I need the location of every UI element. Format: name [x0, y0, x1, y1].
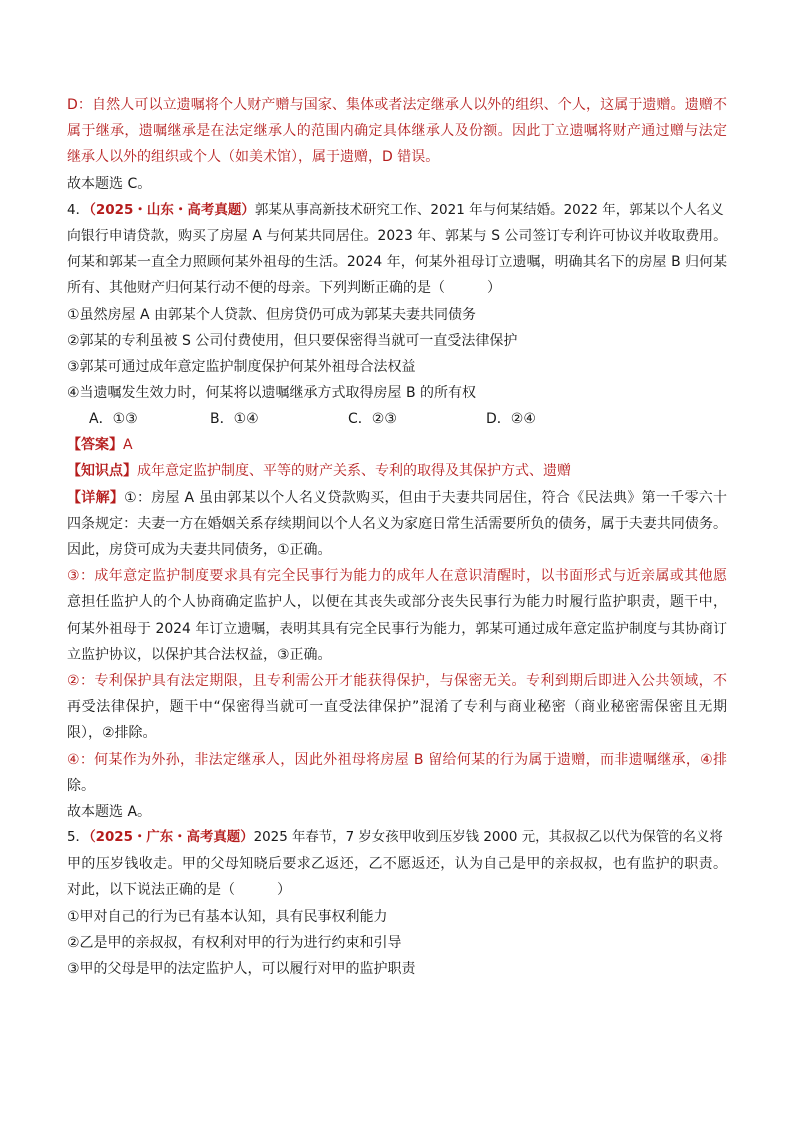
q4-statement: ④当遗嘱发生效力时，何某将以遗嘱继承方式取得房屋 B 的所有权	[67, 385, 477, 402]
q4-detail-line: ②：专利保护具有法定期限，且专利需公开才能获得保护，与保密无关。专利到期后即进入公共领域，不	[67, 672, 727, 689]
detail-text: ①：房屋 A 虽由郭某以个人名义贷款购买，但由于夫妻共同居住，符合《民法典》第一千零六十	[124, 489, 728, 506]
q4-options	[67, 406, 727, 432]
q5-stem-line: 甲的压岁钱收走。甲的父母知晓后要求乙返还，乙不愿返还，认为自己是甲的亲叔叔，也有监护的职责。	[67, 856, 727, 873]
q4-detail-line: 意担任监护人的个人协商确定监护人，以便在其丧失或部分丧失民事行为能力时履行监护职责，题干中，	[67, 594, 727, 611]
q4-detail-line: 四条规定：夫妻一方在婚姻关系存续期间以个人名义为家庭日常生活需要所负的债务，属于夫妻共同债务。	[67, 515, 727, 532]
knowledge-tag: 【知识点】	[67, 463, 137, 480]
detail-line: 属于继承，遗嘱继承是在法定继承人的范围内确定具体继承人及份额。因此丁立遗嘱将财产通过赠与法定	[67, 123, 727, 140]
q4-knowledge	[67, 458, 727, 484]
q4-stem-first-line	[67, 197, 727, 223]
q4-conclusion: 故本题选 A。	[67, 803, 152, 820]
detail-line: 继承人以外的组织或个人（如美术馆），属于遗赠，D 错误。	[67, 149, 440, 166]
q4-detail-line	[67, 485, 727, 511]
q4-number: 4．	[67, 201, 90, 218]
q4-stem-line: 向银行申请贷款，购买了房屋 A 与何某共同居住。2023 年、郭某与 S 公司签订专利许可协议并收取费用。	[67, 227, 727, 244]
q4-stem-text: 郭某从事高新技术研究工作、2021 年与何某结婚。2022 年，郭某以个人名义	[254, 201, 724, 218]
q4-detail-line: 再受法律保护，题干中“保密得当就可一直受法律保护”混淆了专利与商业秘密（商业秘密需保密且无期	[67, 699, 727, 716]
q4-statement: ③郭某可通过成年意定监护制度保护何某外祖母合法权益	[67, 358, 416, 375]
q5-statement: ③甲的父母是甲的法定监护人，可以履行对甲的监护职责	[67, 961, 416, 977]
answer-tag: 【答案】	[67, 437, 123, 454]
q4-detail-line: 除。	[67, 777, 95, 794]
q5-stem-line: 对此，以下说法正确的是（ ）	[67, 882, 291, 899]
q4-detail-line: ④：何某作为外孙，非法定继承人，因此外祖母将房屋 B 留给何某的行为属于遗赠，而非遗嘱继承，④排	[67, 751, 727, 768]
prev-conclusion: 故本题选 C。	[67, 175, 152, 192]
q4-option-b: B．①④	[210, 411, 259, 428]
q5-stem-first-line	[67, 825, 727, 851]
document-content	[67, 92, 727, 982]
q5-statement: ①甲对自己的行为已有基本认知，具有民事权利能力	[67, 908, 388, 925]
q4-stem-line: 所有、其他财产归何某行动不便的母亲。下列判断正确的是（ ）	[67, 280, 501, 297]
q4-source: （2025・山东・高考真题）	[89, 201, 255, 218]
detail-tag: 【详解】	[67, 489, 125, 506]
question-4	[67, 197, 727, 825]
q4-stem-line: 何某和郭某一直全力照顾何某外祖母的生活。2024 年，何某外祖母订立遗嘱，明确其名下的房屋 B 归何某	[67, 254, 727, 271]
answer-value: A	[123, 437, 133, 454]
q4-answer	[67, 432, 727, 458]
q4-option-a: A．①③	[89, 411, 138, 428]
question-5	[67, 825, 727, 982]
q4-statement: ①虽然房屋 A 由郭某个人贷款、但房贷仍可成为郭某夫妻共同债务	[67, 306, 477, 323]
q4-option-c: C．②③	[348, 411, 397, 428]
knowledge-text: 成年意定监护制度、平等的财产关系、专利的取得及其保护方式、遗赠	[137, 463, 571, 480]
q4-detail-line: 立监护协议，以保护其合法权益，③正确。	[67, 646, 332, 663]
q5-source: （2025・广东・高考真题）	[88, 830, 254, 846]
q5-stem-text: 2025 年春节，7 岁女孩甲收到压岁钱 2000 元，其叔叔乙以代为保管的名义将	[253, 830, 723, 846]
q4-detail-line: 限），②排除。	[67, 725, 157, 742]
q5-statement: ②乙是甲的亲叔叔，有权利对甲的行为进行约束和引导	[67, 934, 402, 951]
q5-number: 5．	[67, 830, 89, 846]
prev-detail-d	[67, 92, 727, 171]
q4-detail-line: 何某外祖母于 2024 年订立遗嘱，表明其具有完全民事行为能力，郭某可通过成年意定监护制度与其协商订	[67, 620, 727, 637]
q4-detail-line: 因此，房贷可成为夫妻共同债务，①正确。	[67, 542, 332, 558]
q4-statement: ②郭某的专利虽被 S 公司付费使用，但只要保密得当就可一直受法律保护	[67, 332, 518, 349]
q4-detail-line: ③：成年意定监护制度要求具有完全民事行为能力的成年人在意识清醒时，以书面形式与近亲属或其他愿	[67, 568, 727, 585]
detail-line: D：自然人可以立遗嘱将个人财产赠与国家、集体或者法定继承人以外的组织、个人，这属于遗赠。遗赠不	[67, 97, 727, 113]
q4-option-d: D．②④	[486, 411, 536, 428]
